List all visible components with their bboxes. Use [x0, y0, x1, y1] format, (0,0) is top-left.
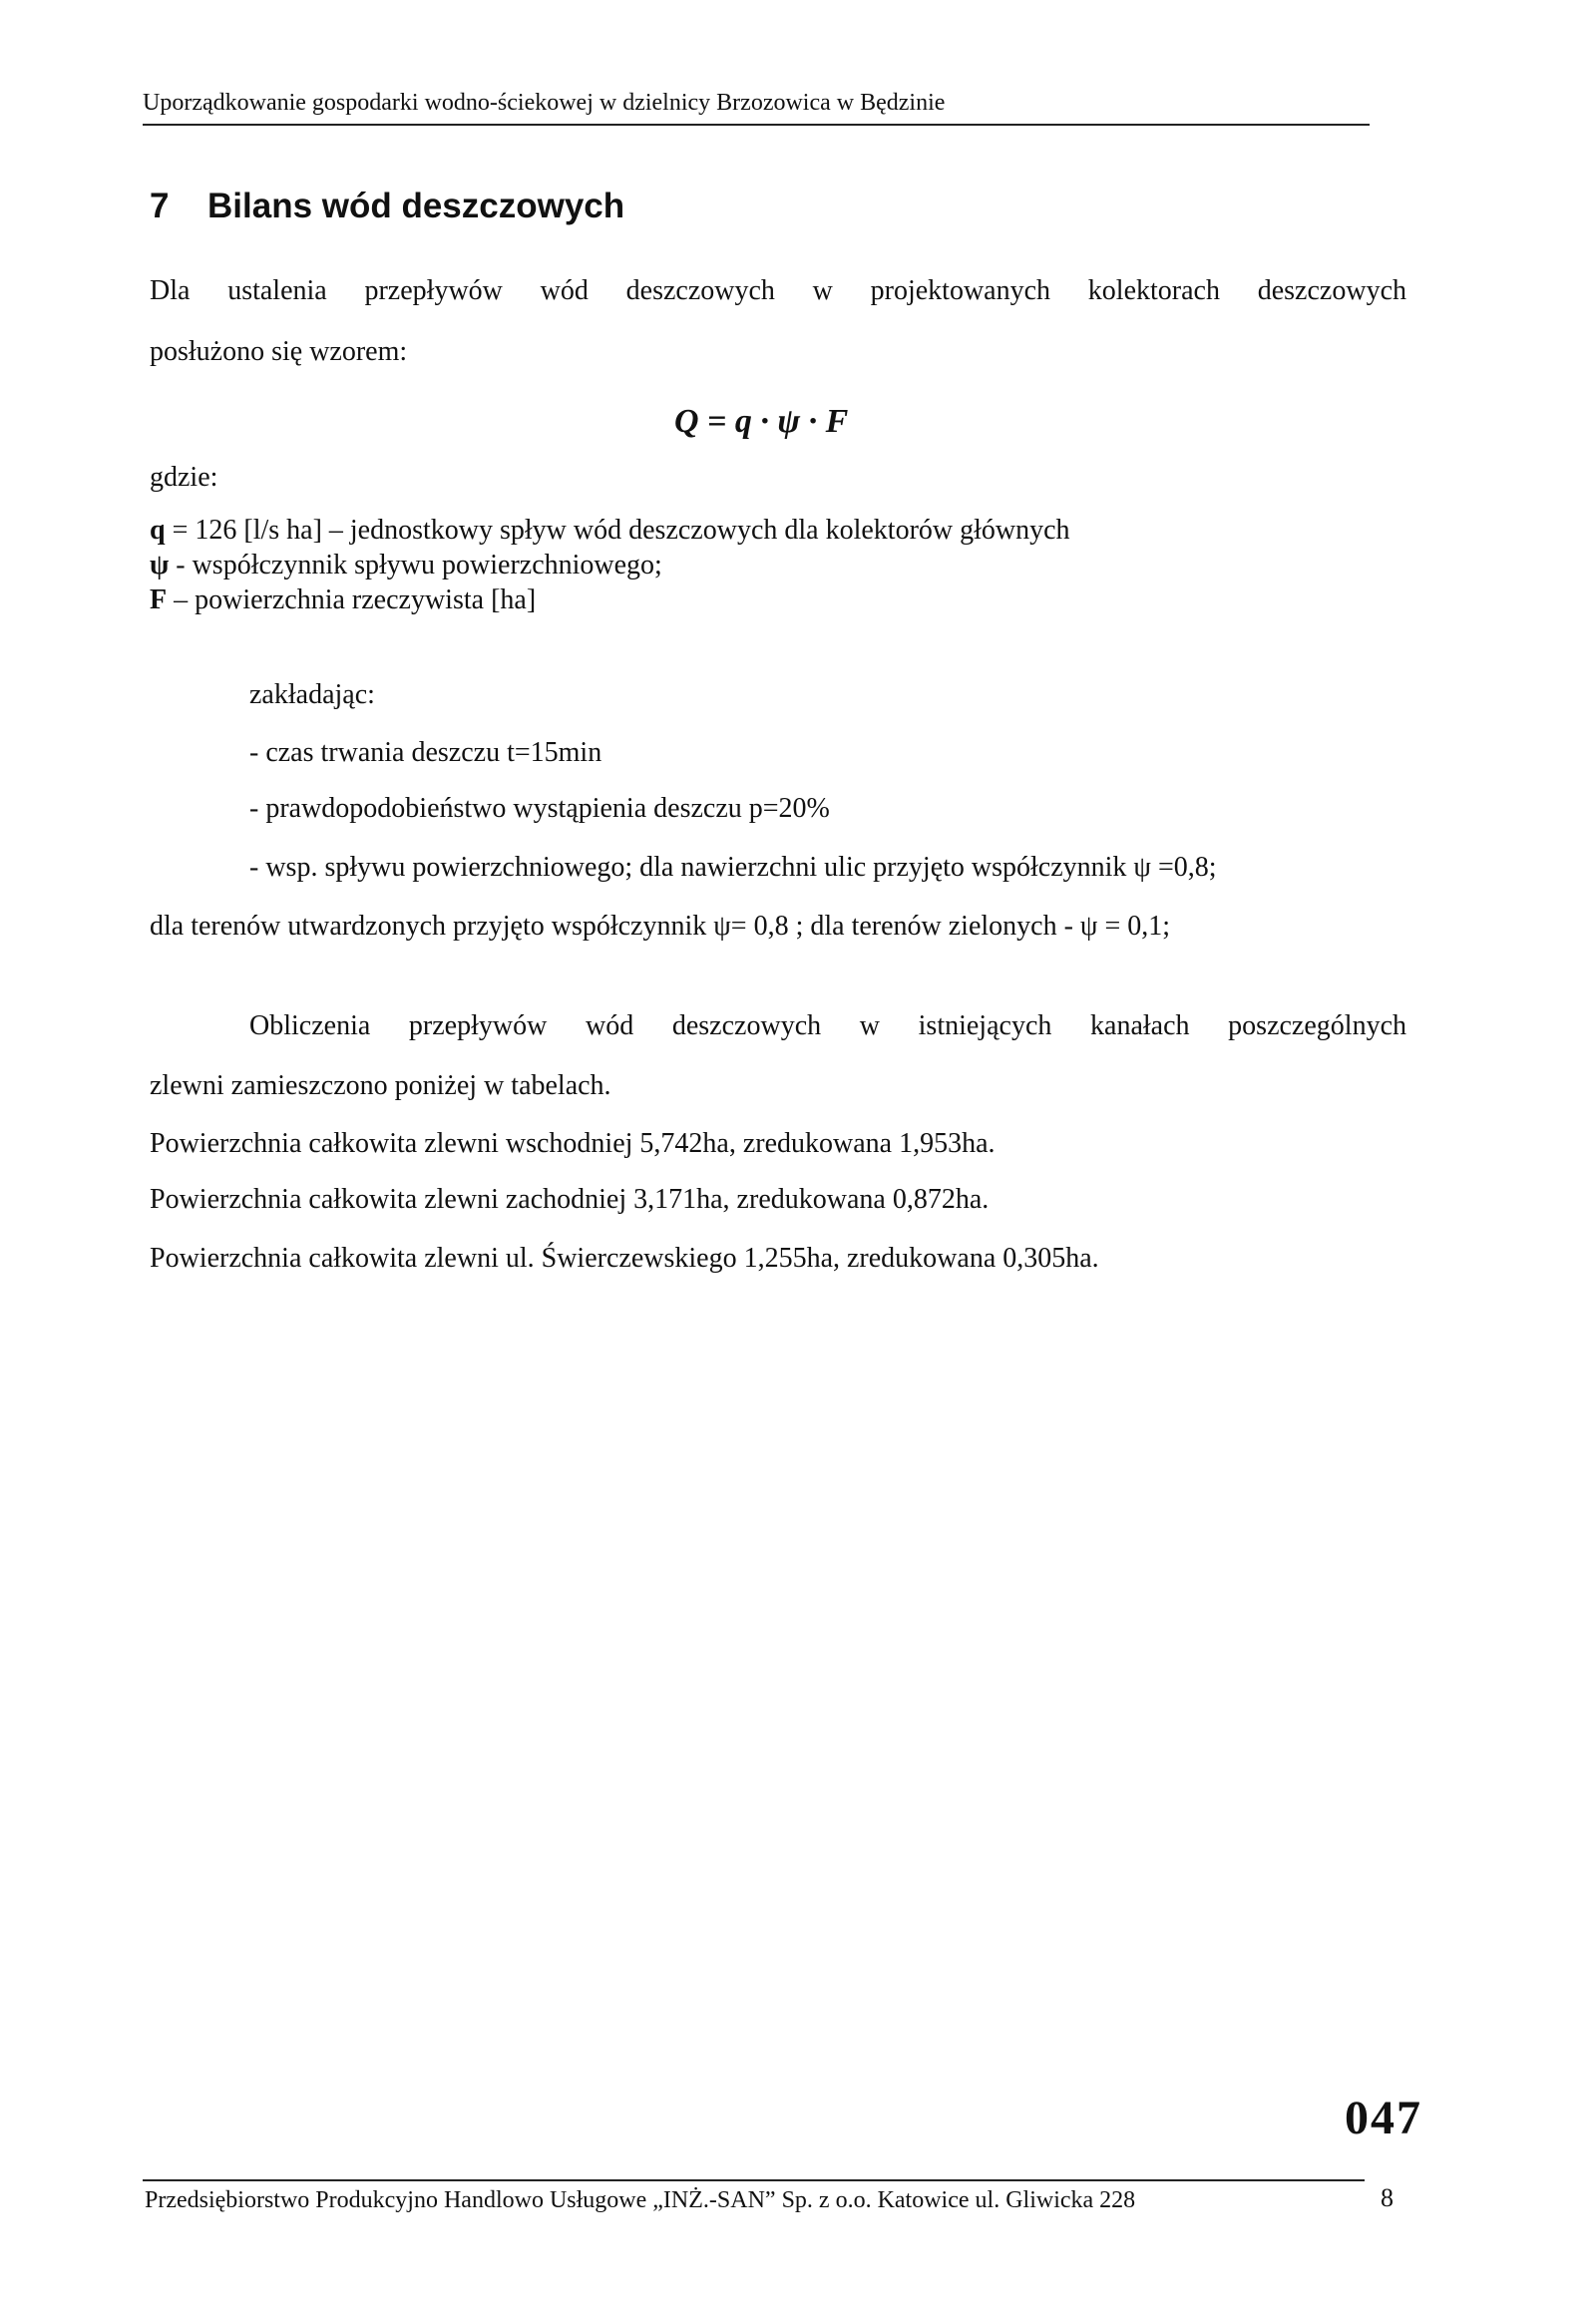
definition-symbol: ψ	[150, 550, 170, 580]
catchment-area-line: Powierzchnia całkowita zlewni zachodniej 3,171ha, zredukowana 0,872ha.	[150, 1184, 990, 1215]
section-heading	[150, 185, 624, 228]
definition-symbol: F	[150, 584, 168, 615]
definition-text: - współczynnik spływu powierzchniowego;	[169, 550, 662, 580]
where-label: gdzie:	[150, 462, 218, 493]
definition-f	[150, 583, 536, 617]
document-number-stamp: 047	[1345, 2092, 1422, 2144]
rainfall-formula: Q = q · ψ · F	[674, 403, 849, 440]
definition-text: – powierzchnia rzeczywista [ha]	[167, 584, 537, 615]
footer-company: Przedsiębiorstwo Produkcyjno Handlowo Usługowe „INŻ.-SAN” Sp. z o.o. Katowice ul. Gliwicka 228	[145, 2187, 1136, 2213]
assumption-item: - wsp. spływu powierzchniowego; dla nawierzchni ulic przyjęto współczynnik ψ =0,8;	[249, 852, 1217, 883]
section-title: Bilans wód deszczowych	[207, 187, 625, 225]
calculations-line-1: Obliczenia przepływów wód deszczowych w istniejących kanałach poszczególnych	[249, 1010, 1406, 1041]
assumption-continuation: dla terenów utwardzonych przyjęto współczynnik ψ= 0,8 ; dla terenów zielonych - ψ = 0,1;	[150, 911, 1171, 942]
definition-text: = 126 [l/s ha] – jednostkowy spływ wód deszczowych dla kolektorów głównych	[165, 515, 1070, 546]
section-number: 7	[150, 187, 170, 225]
page-number: 8	[1381, 2183, 1394, 2212]
footer-divider	[143, 2179, 1365, 2181]
calculations-line-2: zlewni zamieszczono poniżej w tabelach.	[150, 1070, 611, 1101]
definition-symbol: q	[150, 515, 166, 546]
definition-psi	[150, 549, 662, 582]
assumptions-label: zakładając:	[249, 679, 375, 710]
page-header: Uporządkowanie gospodarki wodno-ściekowej w dzielnicy Brzozowica w Będzinie	[143, 88, 1370, 126]
catchment-area-line: Powierzchnia całkowita zlewni wschodniej 5,742ha, zredukowana 1,953ha.	[150, 1128, 996, 1159]
assumption-item: - prawdopodobieństwo wystąpienia deszczu p=20%	[249, 793, 830, 824]
assumption-item: - czas trwania deszczu t=15min	[249, 737, 602, 768]
intro-line-2: posłużono się wzorem:	[150, 336, 408, 367]
intro-line-1: Dla ustalenia przepływów wód deszczowych w projektowanych kolektorach deszczowych	[150, 275, 1406, 306]
definition-q	[150, 514, 1070, 548]
catchment-area-line: Powierzchnia całkowita zlewni ul. Świerczewskiego 1,255ha, zredukowana 0,305ha.	[150, 1243, 1099, 1274]
